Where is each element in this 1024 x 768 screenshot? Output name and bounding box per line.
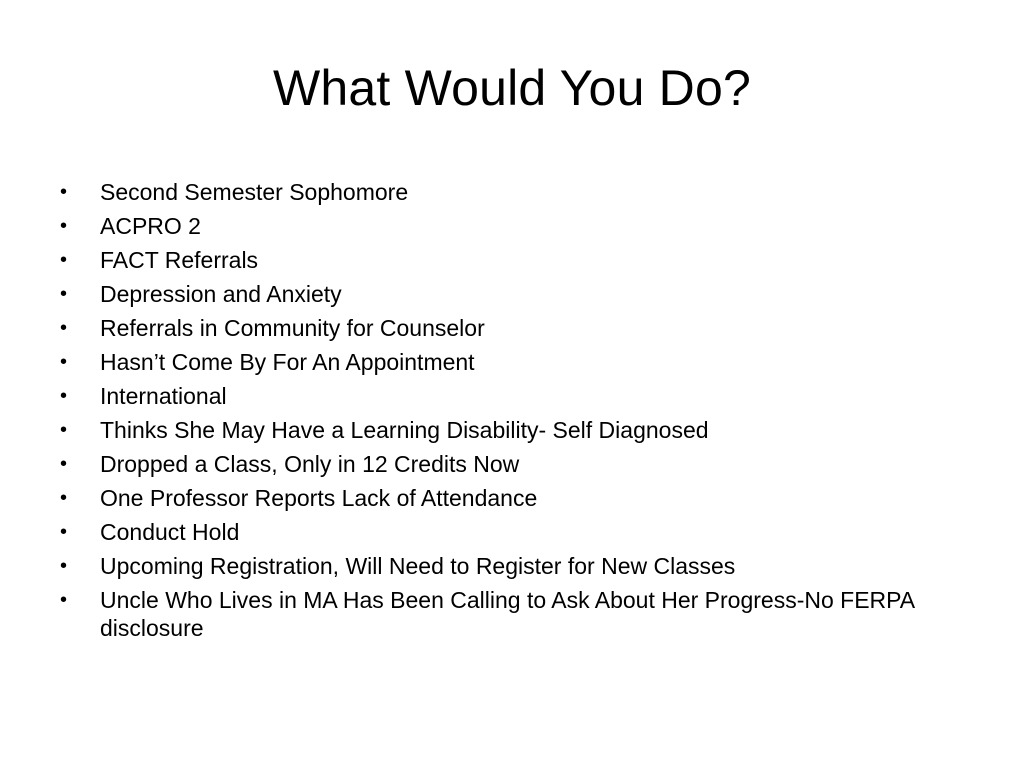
list-item	[58, 416, 958, 444]
bullet-icon: •	[60, 283, 68, 305]
bullet-icon: •	[60, 351, 68, 373]
bullet-text: Hasn’t Come By For An Appointment	[100, 349, 475, 375]
list-item	[58, 246, 958, 274]
list-item	[58, 178, 958, 206]
bullet-text: International	[100, 383, 227, 409]
bullet-icon: •	[60, 453, 68, 475]
slide-title: What Would You Do?	[273, 60, 751, 116]
bullet-icon: •	[60, 215, 68, 237]
bullet-icon: •	[60, 317, 68, 339]
bullet-icon: •	[60, 385, 68, 407]
list-item	[58, 518, 958, 546]
bullet-icon: •	[60, 555, 68, 577]
bullet-icon: •	[60, 521, 68, 543]
bullet-icon: •	[60, 419, 68, 441]
bullet-text: Second Semester Sophomore	[100, 179, 409, 205]
bullet-list	[58, 178, 958, 648]
bullet-text: ACPRO 2	[100, 213, 201, 239]
bullet-icon: •	[60, 487, 68, 509]
list-item	[58, 348, 958, 376]
bullet-text: One Professor Reports Lack of Attendance	[100, 485, 538, 511]
bullet-text: Thinks She May Have a Learning Disability- Self Diagnosed	[100, 417, 709, 443]
bullet-text: Referrals in Community for Counselor	[100, 315, 485, 341]
bullet-text: Depression and Anxiety	[100, 281, 342, 307]
bullet-text: Upcoming Registration, Will Need to Register for New Classes	[100, 553, 736, 579]
list-item	[58, 552, 958, 580]
list-item	[58, 280, 958, 308]
list-item	[58, 212, 958, 240]
bullet-text: Uncle Who Lives in MA Has Been Calling to Ask About Her Progress-No FERPA disclosure	[100, 587, 914, 641]
list-item	[58, 450, 958, 478]
list-item	[58, 314, 958, 342]
list-item	[58, 586, 958, 642]
bullet-icon: •	[60, 589, 68, 611]
list-item	[58, 382, 958, 410]
bullet-icon: •	[60, 181, 68, 203]
bullet-icon: •	[60, 249, 68, 271]
bullet-text: Conduct Hold	[100, 519, 240, 545]
bullet-text: Dropped a Class, Only in 12 Credits Now	[100, 451, 520, 477]
bullet-text: FACT Referrals	[100, 247, 259, 273]
list-item	[58, 484, 958, 512]
